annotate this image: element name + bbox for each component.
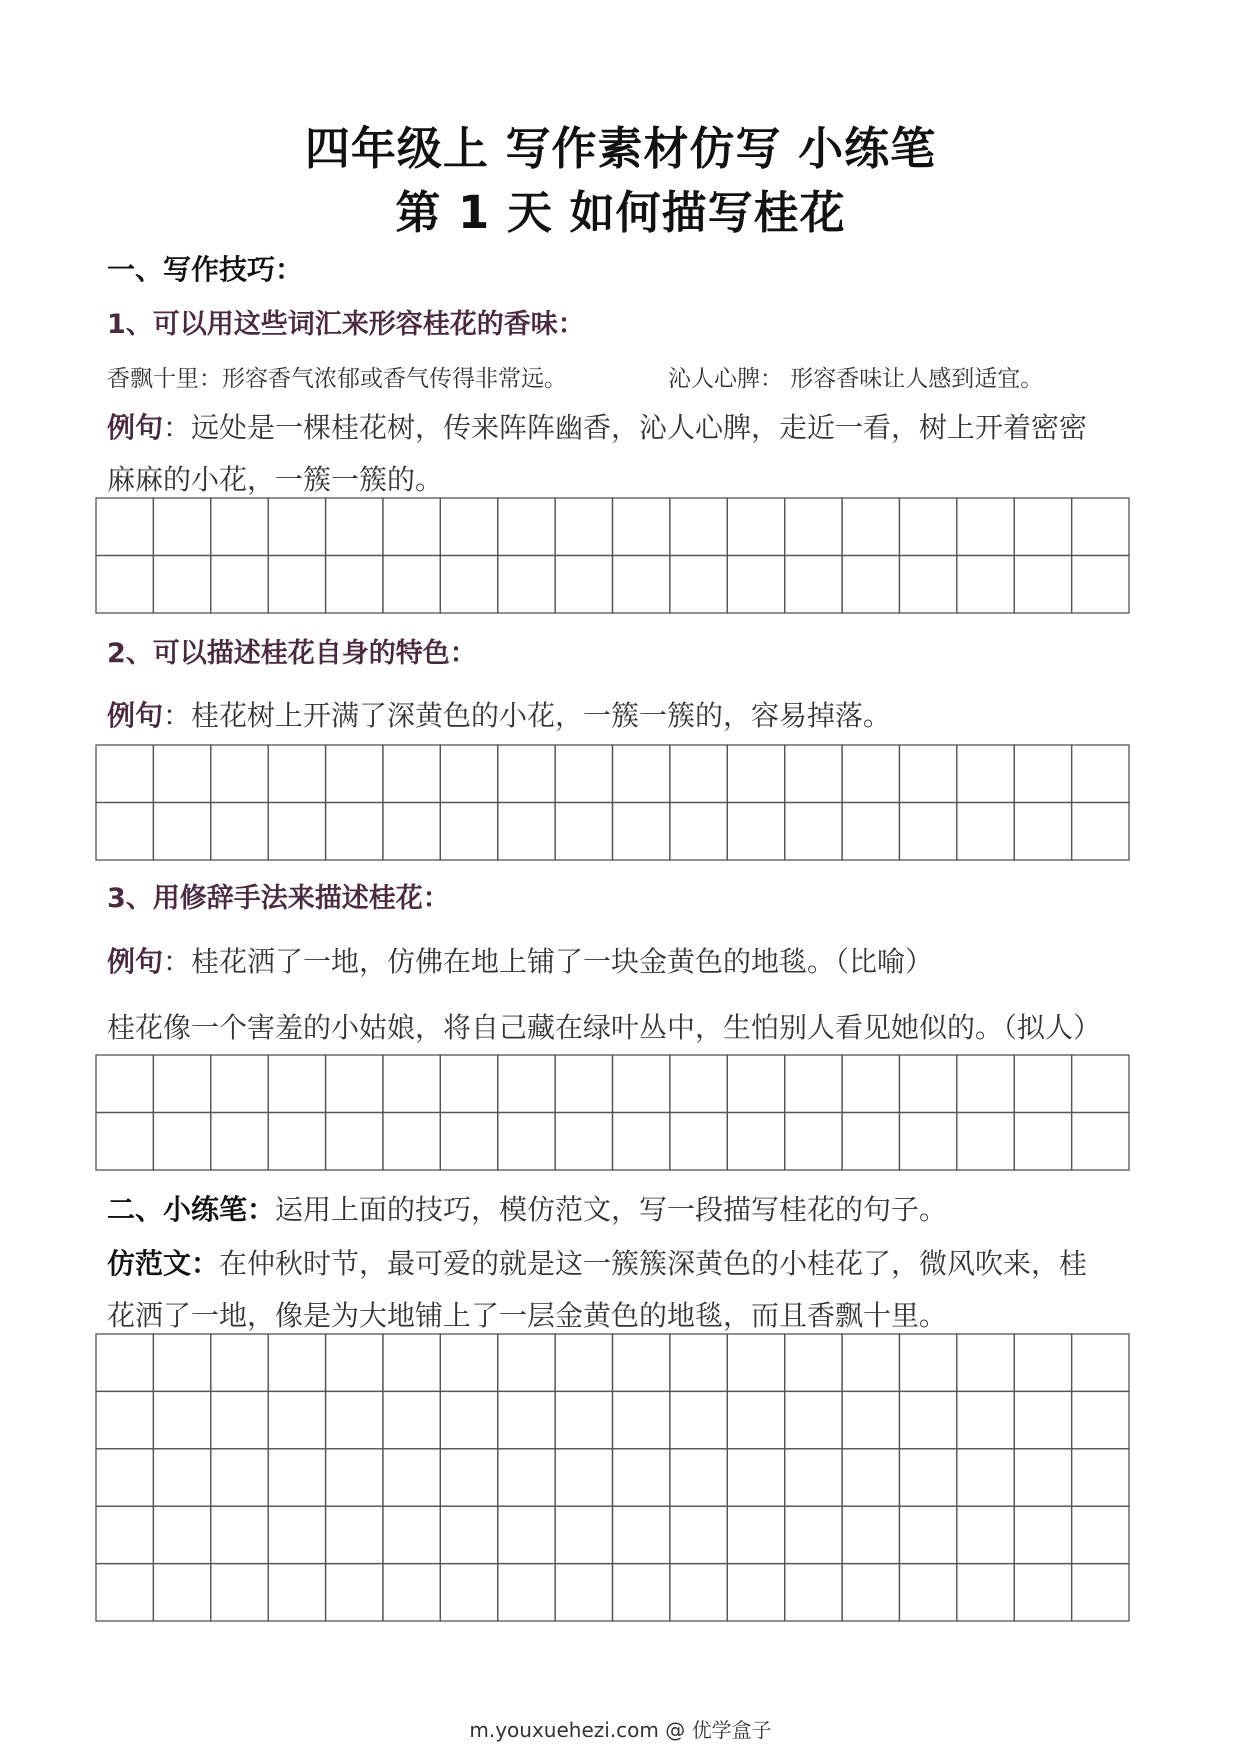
grid-cell[interactable] [785,1113,842,1171]
grid-cell[interactable] [670,1391,727,1448]
example-label: 例句 [107,411,164,444]
grid-cell[interactable] [153,1113,210,1171]
grid-cell[interactable] [211,1449,268,1506]
grid-cell[interactable] [268,803,325,861]
writing-grid-1[interactable] [95,497,1128,614]
grid-cell[interactable] [498,745,555,803]
grid-cell[interactable] [96,556,153,614]
grid-cell[interactable] [1014,1391,1071,1448]
grid-cell[interactable] [842,1113,899,1171]
grid-cell[interactable] [613,1506,670,1563]
grid-cell[interactable] [899,745,956,803]
vocab-qinren: 沁人心脾： 形容香味让人感到适宜。 [668,366,1044,392]
example-label: 例句 [107,699,164,732]
grid-cell[interactable] [555,1113,612,1171]
grid-cell[interactable] [326,1334,383,1391]
grid-cell[interactable] [1014,498,1071,556]
grid-cell[interactable] [555,498,612,556]
grid-cell[interactable] [1014,1564,1071,1621]
item1-example-line1 [107,406,1087,446]
grid-cell[interactable] [326,498,383,556]
grid-cell[interactable] [555,745,612,803]
grid-cell[interactable] [957,1334,1014,1391]
grid-cell[interactable] [211,1564,268,1621]
grid-cell[interactable] [727,1334,784,1391]
grid-cell[interactable] [268,1334,325,1391]
grid-cell[interactable] [899,1334,956,1391]
grid-cell[interactable] [1072,803,1129,861]
grid-cell[interactable] [957,1564,1014,1621]
grid-cell[interactable] [727,1113,784,1171]
grid-cell[interactable] [383,1055,440,1113]
grid-cell[interactable] [899,1391,956,1448]
grid-cell[interactable] [383,1113,440,1171]
grid-cell[interactable] [1072,1113,1129,1171]
vocab-xiangpiao: 香飘十里：形容香气浓郁或香气传得非常远。 [107,366,567,392]
grid-cell[interactable] [498,556,555,614]
grid-cell[interactable] [383,1506,440,1563]
grid-cell[interactable] [383,745,440,803]
grid-cell[interactable] [96,498,153,556]
grid-cell[interactable] [1014,1506,1071,1563]
grid-cell[interactable] [785,1506,842,1563]
item3-example-line1 [107,940,933,980]
grid-cell[interactable] [613,1113,670,1171]
grid-cell[interactable] [211,1113,268,1171]
grid-cell[interactable] [498,1564,555,1621]
grid-cell[interactable] [326,1391,383,1448]
grid-cell[interactable] [670,1506,727,1563]
grid-cell[interactable] [211,498,268,556]
grid-cell[interactable] [670,1113,727,1171]
section2-line [107,1188,947,1228]
item3-heading: 3、用修辞手法来描述桂花： [107,883,450,914]
grid-cell[interactable] [211,745,268,803]
grid-cell[interactable] [899,803,956,861]
grid-cell[interactable] [1072,1564,1129,1621]
grid-cell[interactable] [1072,1055,1129,1113]
grid-cell[interactable] [440,1449,497,1506]
grid-cell[interactable] [1072,1334,1129,1391]
grid-cell[interactable] [842,1391,899,1448]
grid-cell[interactable] [96,1334,153,1391]
grid-cell[interactable] [440,1055,497,1113]
grid-cell[interactable] [326,745,383,803]
grid-cell[interactable] [670,745,727,803]
grid-cell[interactable] [670,803,727,861]
grid-cell[interactable] [957,1113,1014,1171]
item1-example-line2: 麻麻的小花，一簇一簇的。 [107,463,444,496]
grid-cell[interactable] [268,1391,325,1448]
grid-cell[interactable] [498,498,555,556]
grid-cell[interactable] [785,1391,842,1448]
grid-cell[interactable] [555,1449,612,1506]
grid-cell[interactable] [613,498,670,556]
grid-cell[interactable] [383,1391,440,1448]
grid-cell[interactable] [785,1055,842,1113]
grid-cell[interactable] [670,1055,727,1113]
grid-cell[interactable] [555,1564,612,1621]
grid-cell[interactable] [383,498,440,556]
grid-cell[interactable] [727,803,784,861]
writing-grid-4[interactable] [95,1333,1128,1622]
grid-cell[interactable] [1014,745,1071,803]
grid-cell[interactable] [268,1564,325,1621]
grid-cell[interactable] [957,556,1014,614]
grid-cell[interactable] [1014,1334,1071,1391]
grid-cell[interactable] [1014,803,1071,861]
grid-cell[interactable] [670,498,727,556]
grid-svg [95,497,1130,614]
grid-cell[interactable] [96,745,153,803]
grid-cell[interactable] [670,1334,727,1391]
grid-cell[interactable] [96,1564,153,1621]
writing-grid-2[interactable] [95,744,1128,861]
grid-cell[interactable] [326,1113,383,1171]
grid-cell[interactable] [899,1564,956,1621]
grid-cell[interactable] [326,1506,383,1563]
grid-cell[interactable] [153,1449,210,1506]
section2-heading: 二、小练笔： [107,1193,276,1226]
grid-cell[interactable] [1072,745,1129,803]
writing-grid-3[interactable] [95,1054,1128,1171]
grid-cell[interactable] [785,803,842,861]
grid-cell[interactable] [555,1391,612,1448]
grid-cell[interactable] [440,498,497,556]
grid-cell[interactable] [326,556,383,614]
example-text: ：桂花洒了一地，仿佛在地上铺了一块金黄色的地毯。（比喻） [163,945,934,978]
grid-cell[interactable] [842,1564,899,1621]
model-line2: 花洒了一地，像是为大地铺上了一层金黄色的地毯，而且香飘十里。 [107,1299,948,1332]
grid-cell[interactable] [842,1449,899,1506]
model-label: 仿范文： [107,1247,220,1280]
grid-cell[interactable] [498,1334,555,1391]
grid-cell[interactable] [727,1391,784,1448]
grid-cell[interactable] [440,1391,497,1448]
grid-cell[interactable] [211,803,268,861]
grid-cell[interactable] [1072,1506,1129,1563]
grid-cell[interactable] [440,556,497,614]
grid-cell[interactable] [842,745,899,803]
grid-cell[interactable] [613,1055,670,1113]
grid-cell[interactable] [785,1334,842,1391]
grid-cell[interactable] [440,1113,497,1171]
grid-cell[interactable] [96,1391,153,1448]
grid-cell[interactable] [1072,1391,1129,1448]
grid-cell[interactable] [96,1113,153,1171]
grid-cell[interactable] [670,556,727,614]
grid-cell[interactable] [957,1391,1014,1448]
grid-cell[interactable] [153,556,210,614]
grid-cell[interactable] [1014,1055,1071,1113]
grid-cell[interactable] [383,1449,440,1506]
grid-cell[interactable] [842,498,899,556]
grid-cell[interactable] [211,1334,268,1391]
grid-cell[interactable] [613,1564,670,1621]
model-text: 在仲秋时节，最可爱的就是这一簇簇深黄色的小桂花了，微风吹来，桂 [219,1247,1088,1280]
grid-cell[interactable] [899,1506,956,1563]
grid-cell[interactable] [727,1055,784,1113]
grid-cell[interactable] [957,1055,1014,1113]
grid-cell[interactable] [96,1506,153,1563]
worksheet-subtitle: 第 1 天 如何描写桂花 [395,186,846,239]
grid-cell[interactable] [268,1449,325,1506]
grid-cell[interactable] [842,1055,899,1113]
grid-cell[interactable] [957,1449,1014,1506]
grid-cell[interactable] [326,1564,383,1621]
grid-cell[interactable] [1014,1113,1071,1171]
grid-cell[interactable] [268,556,325,614]
grid-cell[interactable] [957,1506,1014,1563]
grid-cell[interactable] [383,803,440,861]
model-line1 [107,1242,1087,1282]
grid-cell[interactable] [899,1449,956,1506]
grid-cell[interactable] [153,1564,210,1621]
grid-cell[interactable] [268,745,325,803]
grid-cell[interactable] [153,498,210,556]
grid-cell[interactable] [555,1506,612,1563]
grid-cell[interactable] [153,1334,210,1391]
grid-cell[interactable] [498,1506,555,1563]
grid-cell[interactable] [957,803,1014,861]
grid-cell[interactable] [555,1334,612,1391]
item2-heading: 2、可以描述桂花自身的特色： [107,638,477,669]
grid-cell[interactable] [842,556,899,614]
grid-cell[interactable] [613,556,670,614]
grid-cell[interactable] [1014,556,1071,614]
grid-cell[interactable] [211,556,268,614]
grid-cell[interactable] [613,1391,670,1448]
section2-instruction: 运用上面的技巧，模仿范文，写一段描写桂花的句子。 [275,1193,948,1226]
grid-cell[interactable] [498,1391,555,1448]
grid-cell[interactable] [498,803,555,861]
grid-svg [95,744,1130,861]
grid-cell[interactable] [498,1113,555,1171]
grid-cell[interactable] [153,1506,210,1563]
grid-cell[interactable] [842,1506,899,1563]
grid-cell[interactable] [842,803,899,861]
grid-cell[interactable] [613,1449,670,1506]
grid-cell[interactable] [670,1449,727,1506]
grid-cell[interactable] [1014,1449,1071,1506]
grid-cell[interactable] [268,498,325,556]
grid-cell[interactable] [211,1055,268,1113]
grid-cell[interactable] [555,1055,612,1113]
grid-cell[interactable] [96,803,153,861]
grid-cell[interactable] [498,1055,555,1113]
grid-cell[interactable] [555,556,612,614]
grid-cell[interactable] [383,556,440,614]
grid-cell[interactable] [785,1449,842,1506]
grid-cell[interactable] [899,498,956,556]
grid-cell[interactable] [498,1449,555,1506]
grid-cell[interactable] [211,1506,268,1563]
example-text: ：远处是一棵桂花树，传来阵阵幽香，沁人心脾，走近一看，树上开着密密 [163,411,1088,444]
grid-cell[interactable] [440,1506,497,1563]
footer-site: m.youxuehezi.com @ 优学盒子 [469,1718,772,1742]
grid-cell[interactable] [440,745,497,803]
grid-cell[interactable] [1072,1449,1129,1506]
grid-cell[interactable] [383,1334,440,1391]
grid-cell[interactable] [153,1055,210,1113]
grid-cell[interactable] [326,1055,383,1113]
grid-cell[interactable] [1072,556,1129,614]
grid-cell[interactable] [153,745,210,803]
item1-heading: 1、可以用这些词汇来形容桂花的香味： [107,309,585,340]
grid-cell[interactable] [211,1391,268,1448]
grid-cell[interactable] [1072,498,1129,556]
grid-cell[interactable] [785,498,842,556]
grid-cell[interactable] [727,556,784,614]
grid-cell[interactable] [727,1449,784,1506]
grid-cell[interactable] [613,1334,670,1391]
grid-cell[interactable] [268,1506,325,1563]
grid-cell[interactable] [555,803,612,861]
grid-cell[interactable] [899,1113,956,1171]
section1-heading: 一、写作技巧： [107,253,304,286]
grid-cell[interactable] [785,1564,842,1621]
grid-cell[interactable] [153,803,210,861]
grid-cell[interactable] [268,1113,325,1171]
grid-cell[interactable] [727,745,784,803]
worksheet-title: 四年级上 写作素材仿写 小练笔 [304,122,937,175]
grid-cell[interactable] [785,556,842,614]
grid-cell[interactable] [613,803,670,861]
grid-cell[interactable] [326,803,383,861]
grid-cell[interactable] [613,745,670,803]
grid-cell[interactable] [842,1334,899,1391]
grid-cell[interactable] [670,1564,727,1621]
item3-example-line2: 桂花像一个害羞的小姑娘，将自己藏在绿叶丛中，生怕别人看见她似的。（拟人） [107,1011,1102,1044]
grid-cell[interactable] [440,1564,497,1621]
example-label: 例句 [107,945,164,978]
grid-cell[interactable] [899,1055,956,1113]
grid-svg [95,1333,1130,1622]
grid-cell[interactable] [899,556,956,614]
grid-cell[interactable] [96,1055,153,1113]
item2-example-line1 [107,694,891,734]
grid-cell[interactable] [440,1334,497,1391]
grid-cell[interactable] [96,1449,153,1506]
grid-cell[interactable] [727,498,784,556]
grid-cell[interactable] [957,745,1014,803]
grid-cell[interactable] [326,1449,383,1506]
example-text: ：桂花树上开满了深黄色的小花，一簇一簇的，容易掉落。 [163,699,892,732]
grid-cell[interactable] [785,745,842,803]
grid-cell[interactable] [440,803,497,861]
grid-cell[interactable] [383,1564,440,1621]
grid-cell[interactable] [727,1564,784,1621]
grid-cell[interactable] [153,1391,210,1448]
grid-cell[interactable] [957,498,1014,556]
grid-cell[interactable] [268,1055,325,1113]
grid-svg [95,1054,1130,1171]
grid-cell[interactable] [727,1506,784,1563]
